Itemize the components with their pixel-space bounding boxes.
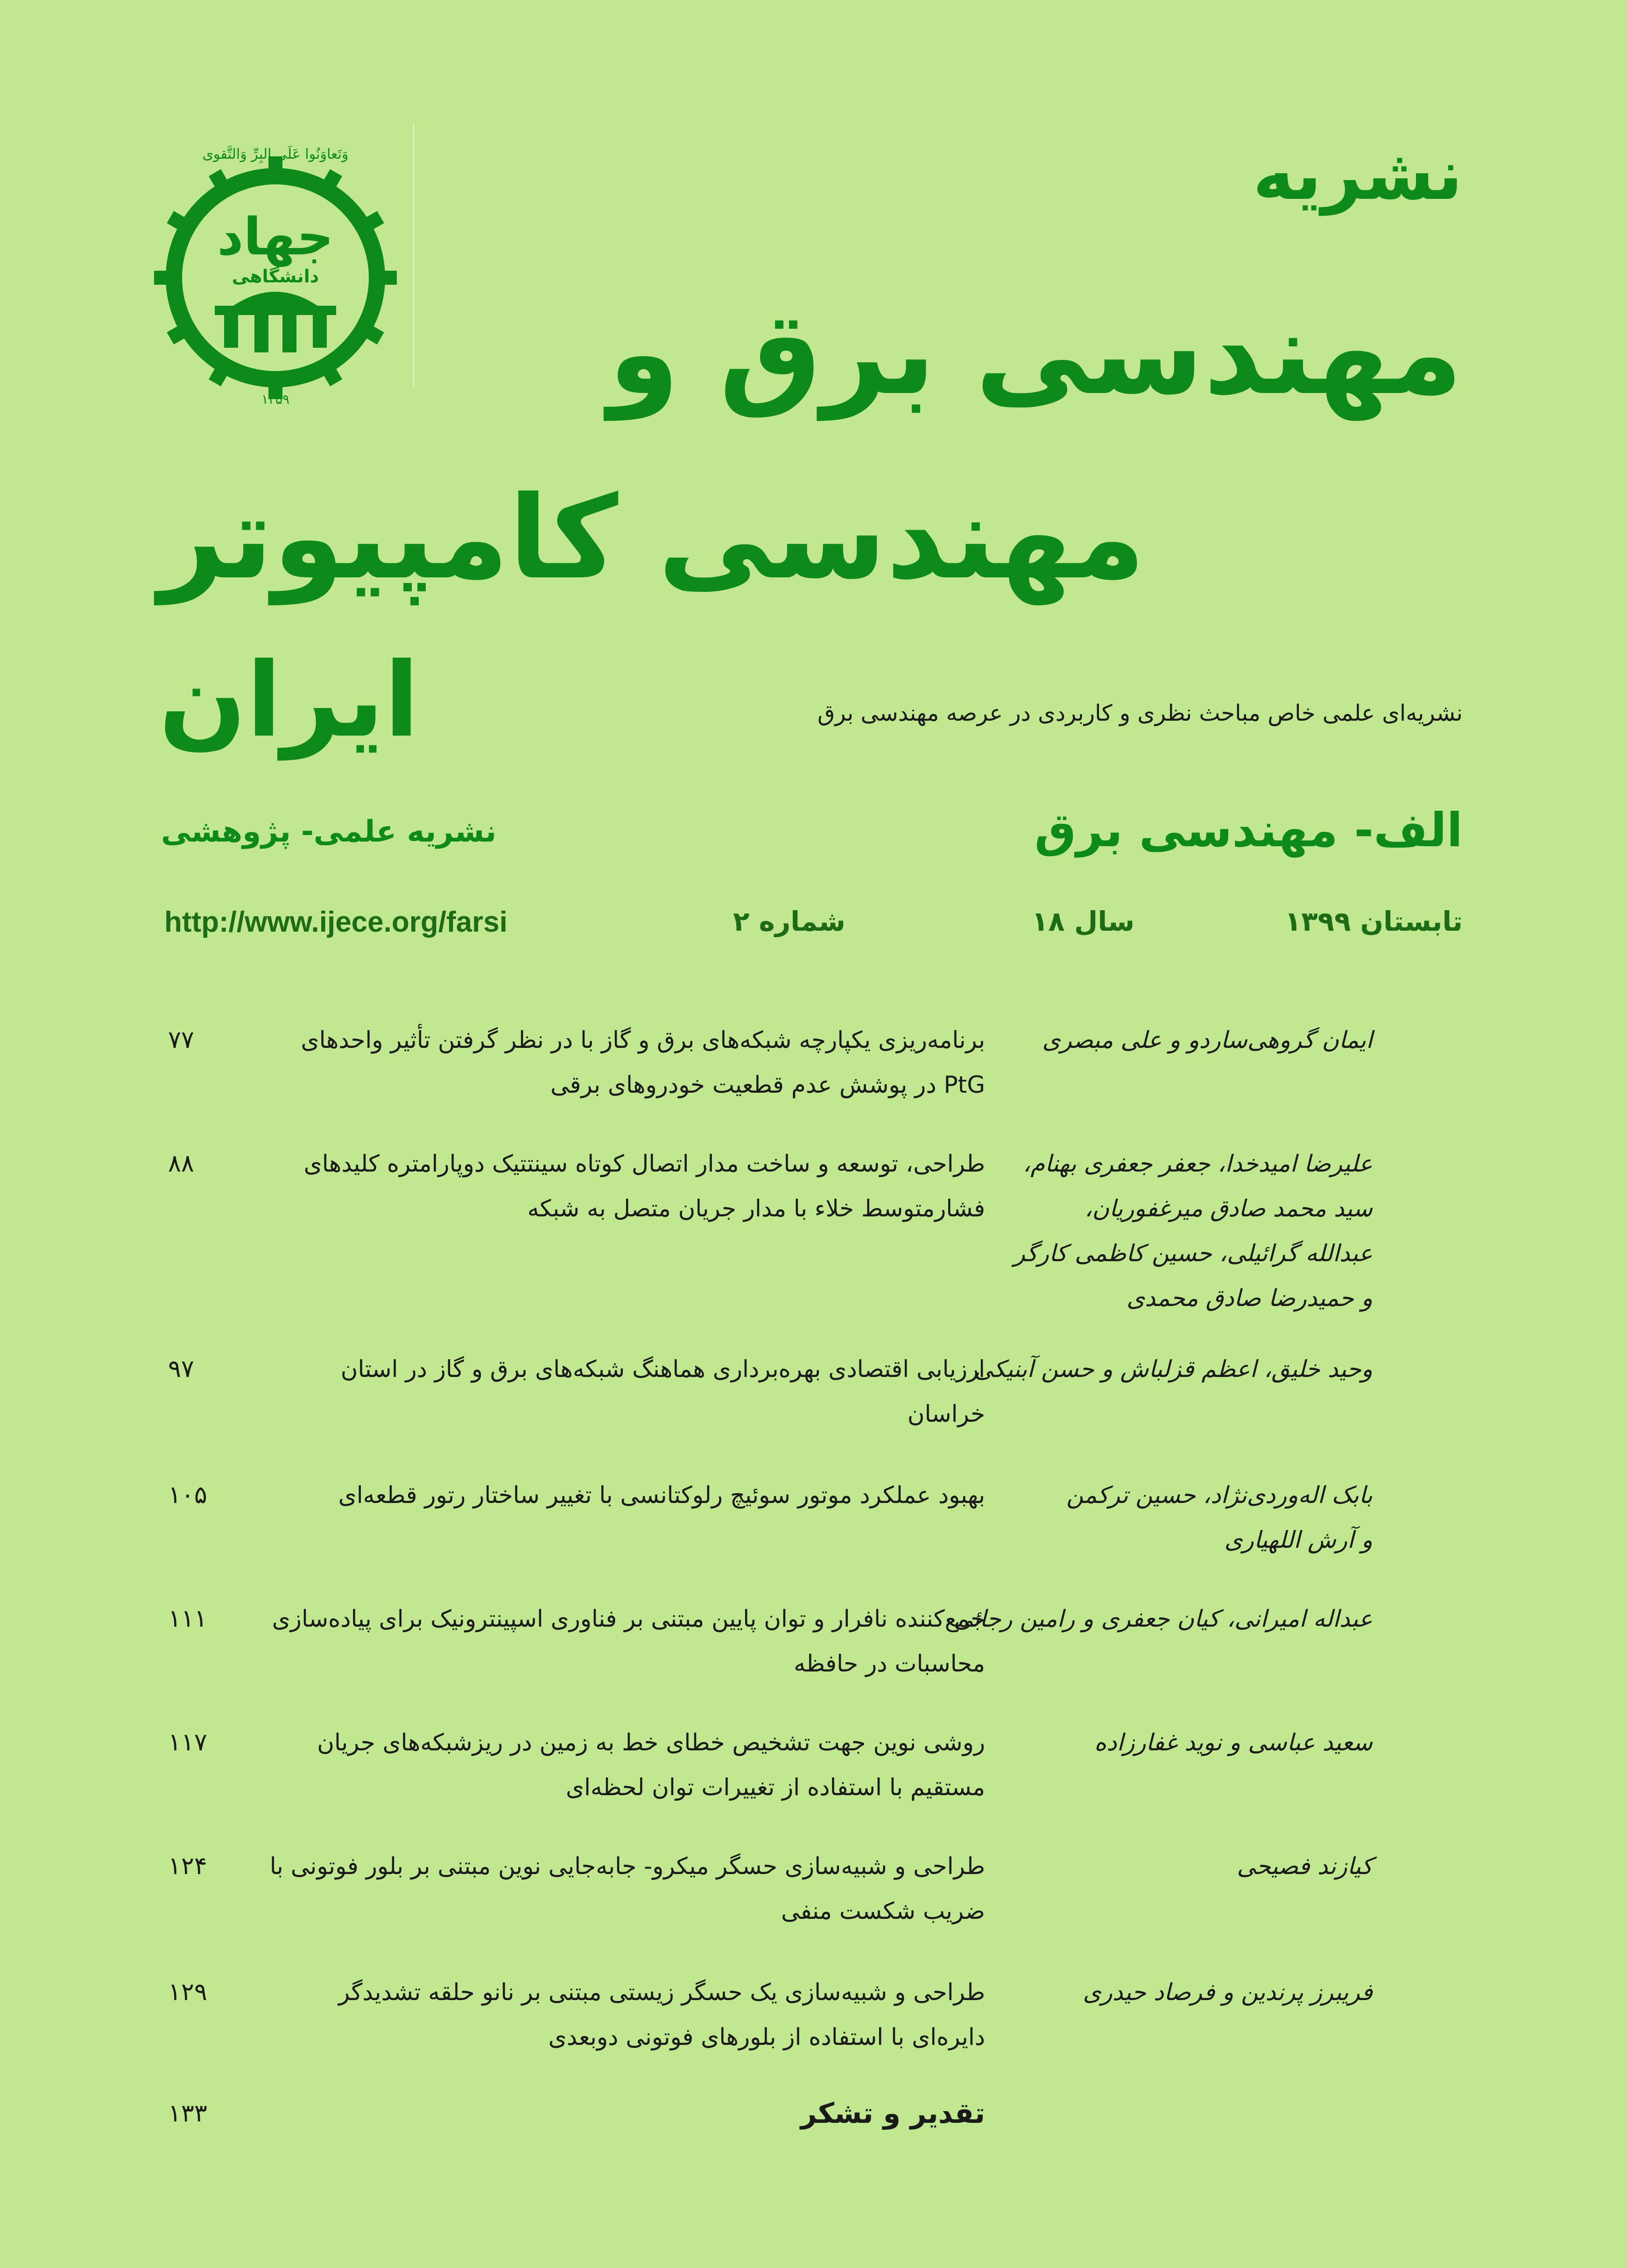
issue-number: شماره ۲ (733, 906, 845, 937)
toc-authors: فریبرز پرندین و فرصاد حیدری (1083, 1979, 1373, 2006)
toc-title[interactable]: طراحی، توسعه و ساخت مدار اتصال کوتاه سینتتیک دوپارامتره کلیدهای فشارمتوسط خلاء با مدار جریان متصل به شبکه (303, 1150, 985, 1222)
toc-title[interactable]: برنامه‌ریزی یکپارچه شبکه‌های برق و گاز با در نظر گرفتن تأثیر واحدهای PtG در پوشش عدم قطعیت خودروهای برقی (301, 1026, 985, 1098)
toc-authors: وحید خلیق، اعظم قزلباش و حسن آبنیکی (974, 1355, 1373, 1383)
journal-title-line1: مهندسی برق و (608, 287, 1463, 420)
logo-top-text: وَتَعاوَنُوا عَلَی البِرِّ وَالتَّقوی (202, 146, 349, 162)
toc-authors: سعید عباسی و نوید غفارزاده (1094, 1729, 1373, 1756)
table-of-contents (0, 1018, 1627, 2231)
jahad-emblem-icon (154, 138, 397, 408)
section-title: الف- مهندسی برق (1034, 803, 1463, 857)
issue-year: سال ۱۸ (1032, 906, 1135, 937)
header-divider (413, 124, 414, 387)
journal-subtitle: نشریه‌ای علمی خاص مباحث نظری و کاربردی در عرصه مهندسی برق (817, 700, 1463, 726)
toc-title[interactable]: ارزیابی اقتصادی بهره‌برداری هماهنگ شبکه‌های برق و گاز در استان خراسان (340, 1355, 985, 1427)
toc-authors: کیازند فصیحی (1237, 1853, 1373, 1880)
toc-authors: علیرضا امیدخدا، جعفر جعفری بهنام، سید محمد صادق میرغفوریان، عبدالله گرائیلی، حسین کاظمی کارگر و حمیدرضا صادق محمدی (1014, 1150, 1373, 1312)
toc-page: ۱۲۴ (168, 1852, 207, 1880)
logo-main-text: جهاد (217, 207, 334, 267)
toc-title[interactable]: طراحی و شبیه‌سازی حسگر میکرو- جابه‌جایی نوین مبتنی بر بلور فوتونی با ضریب شکست منفی (269, 1853, 985, 1924)
logo-year-text: ۱۳۵۹ (261, 392, 290, 407)
toc-page: ۱۲۹ (168, 1978, 207, 2006)
toc-title[interactable]: بهبود عملکرد موتور سوئیچ رلوکتانسی با تغییر ساختار رتور قطعه‌ای (338, 1482, 985, 1509)
toc-page: ۹۷ (168, 1355, 194, 1383)
toc-page: ۱۱۱ (168, 1605, 207, 1633)
toc-authors: بابک اله‌وردی‌نژاد، حسین ترکمن و آرش اللهیاری (1066, 1482, 1373, 1553)
toc-title[interactable]: طراحی و شبیه‌سازی یک حسگر زیستی مبتنی بر نانو حلقه تشدیدگر دایره‌ای با استفاده از بلورهای فوتونی دوبعدی (338, 1979, 985, 2050)
journal-title-line3: ایران (159, 640, 420, 760)
journal-type: نشریه علمی- پژوهشی (161, 815, 497, 849)
toc-page: ۷۷ (168, 1026, 194, 1054)
toc-page: ۱۱۷ (168, 1728, 207, 1756)
toc-title[interactable]: تقدیر و تشکر (800, 2097, 985, 2130)
toc-page: ۱۰۵ (168, 1481, 207, 1509)
toc-authors: عبداله امیرانی، کیان جعفری و رامین رجائی (953, 1605, 1373, 1632)
journal-title-line2: مهندسی کامپیوتر (159, 471, 1146, 604)
toc-authors: ایمان گروهی‌ساردو و علی مبصری (1042, 1026, 1373, 1053)
logo-sub-text: دانشگاهی (232, 266, 319, 287)
journal-url[interactable]: http://www.ijece.org/farsi (164, 906, 507, 938)
toc-page: ۸۸ (168, 1150, 194, 1178)
toc-title[interactable]: جمع‌کننده نافرار و توان پایین مبتنی بر فناوری اسپینترونیک برای پیاده‌سازی محاسبات در حافظه (272, 1605, 985, 1677)
toc-title[interactable]: روشی نوین جهت تشخیص خطای خط به زمین در ریزشبکه‌های جریان مستقیم با استفاده از تغییرات توان لحظه‌ای (317, 1729, 985, 1801)
journal-word: نشریه (1253, 134, 1463, 216)
toc-page: ۱۳۳ (168, 2099, 207, 2128)
publisher-logo (154, 138, 397, 408)
issue-season: تابستان ۱۳۹۹ (1284, 906, 1463, 937)
